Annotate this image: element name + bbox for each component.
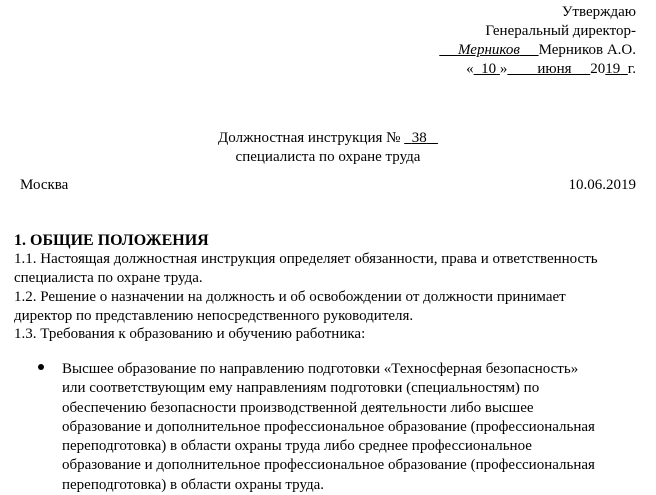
- bullet-line: обеспечению безопасности производственной деятельности либо высшее: [62, 399, 534, 416]
- approval-label: Утверждаю: [561, 4, 636, 20]
- section-heading: 1. ОБЩИЕ ПОЛОЖЕНИЯ: [14, 232, 209, 249]
- paragraph-1-2-line1: 1.2. Решение о назначении на должность и об освобождении от должности принимает: [14, 289, 566, 305]
- handwritten-signature: Мерников: [458, 42, 520, 58]
- approval-signature-line: [439, 42, 636, 59]
- date-close-quote: »: [499, 61, 508, 77]
- bullet-item: [62, 360, 642, 495]
- paragraph-1-2-line2: директор по представлению непосредственного руководителя.: [14, 308, 414, 324]
- document-city: Москва: [20, 177, 69, 193]
- approver-name: Мерников А.О.: [538, 42, 636, 58]
- document-subtitle: специалиста по охране труда: [235, 149, 421, 165]
- date-year-prefix: 20: [590, 61, 606, 77]
- approval-position: Генеральный директор-: [485, 23, 636, 39]
- date-year-suffix: г.: [627, 61, 636, 77]
- title-prefix: Должностная инструкция №: [218, 130, 401, 146]
- date-year: 19: [605, 61, 621, 77]
- bullet-icon: [38, 364, 44, 370]
- approval-date: [466, 61, 636, 78]
- date-day: 10: [481, 61, 497, 77]
- bullet-line: Высшее образование по направлению подготовки «Техносферная безопасность»: [62, 361, 579, 377]
- bullet-line: или соответствующим ему направлениям подготовки (специальностям) по: [62, 380, 540, 397]
- paragraph-1-1-line2: специалиста по охране труда.: [14, 270, 203, 286]
- bullet-line: переподготовка) в области охраны труда.: [62, 476, 325, 493]
- date-open-quote: «: [466, 61, 474, 77]
- date-month: июня: [537, 61, 572, 77]
- bullet-line: образование и дополнительное профессиональное образование (профессиональная: [62, 418, 595, 435]
- document-date: 10.06.2019: [568, 177, 636, 193]
- paragraph-1-1-line1: 1.1. Настоящая должностная инструкция определяет обязанности, права и ответственность: [14, 251, 598, 267]
- paragraph-1-3: 1.3. Требования к образованию и обучению работника:: [14, 326, 366, 342]
- title-number: 38: [411, 130, 427, 146]
- document-title: [0, 130, 656, 147]
- signature-underline: [439, 42, 538, 58]
- bullet-line: переподготовка) в области охраны труда либо среднее профессиональное: [62, 438, 532, 455]
- bullet-line: образование и дополнительное профессиональное образование (профессиональная: [62, 457, 595, 474]
